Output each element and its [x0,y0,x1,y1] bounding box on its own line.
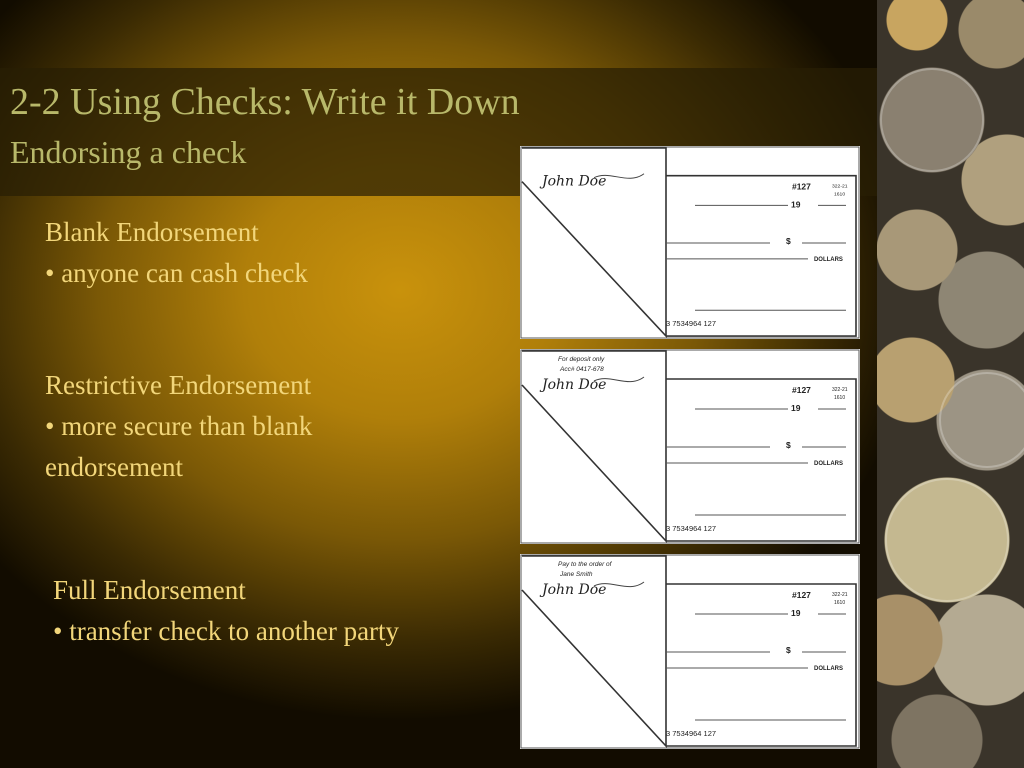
section-bullet: • more secure than blank [45,411,313,441]
dollar-sign: $ [786,440,791,450]
dollar-sign: $ [786,236,791,246]
check-number: #127 [792,181,811,192]
slide-subtitle: Endorsing a check [10,134,247,170]
endorsement-text: Acc# 0417-678 [560,366,604,373]
slide-title: 2-2 Using Checks: Write it Down [10,81,520,123]
micr-line: 3 7534964 127 [666,524,717,533]
endorsement-text: Pay to the order of [558,561,612,568]
endorsement-signature: John Doe [542,377,607,393]
check-image-blank [520,146,860,339]
date-year: 19 [791,403,801,413]
check-drawing [520,349,860,544]
restrictive-endorsement-section [45,365,312,488]
routing-fraction-top: 322-21 [832,592,848,598]
blank-endorsement-section [45,212,308,294]
section-bullet: • transfer check to another party [53,616,400,646]
endorsement-signature: John Doe [542,173,607,190]
coin-outline [885,478,1009,602]
section-bullet-continued: endorsement [45,452,183,482]
routing-fraction-top: 322-21 [832,387,848,393]
endorsement-text: Jane Smith [560,571,593,578]
dollars-label: DOLLARS [814,666,843,672]
routing-fraction-bottom: 1610 [834,600,846,606]
full-endorsement-section [53,570,399,652]
dollar-sign: $ [786,645,791,655]
dollars-label: DOLLARS [814,256,843,263]
date-year: 19 [791,199,801,210]
section-bullet: • anyone can cash check [45,258,308,288]
section-heading: Restrictive Endorsement [45,370,312,400]
endorsement-text: For deposit only [558,356,605,363]
check-image-restrictive [520,349,860,544]
routing-fraction-top: 322-21 [832,184,848,190]
coin-outline [939,372,1024,468]
micr-line: 3 7534964 127 [666,319,717,329]
routing-fraction-bottom: 1610 [834,192,846,198]
check-number: #127 [792,590,811,600]
check-number: #127 [792,385,811,395]
section-heading: Full Endorsement [53,575,246,605]
micr-line: 3 7534964 127 [666,729,717,738]
coin-outline [880,68,984,172]
check-image-full [520,554,860,749]
date-year: 19 [791,608,801,618]
section-heading: Blank Endorsement [45,217,259,247]
endorsement-signature: John Doe [542,582,607,598]
check-drawing [520,146,860,339]
routing-fraction-bottom: 1610 [834,395,846,401]
check-drawing [520,554,860,749]
dollars-label: DOLLARS [814,461,843,467]
coins-image [877,0,1024,768]
